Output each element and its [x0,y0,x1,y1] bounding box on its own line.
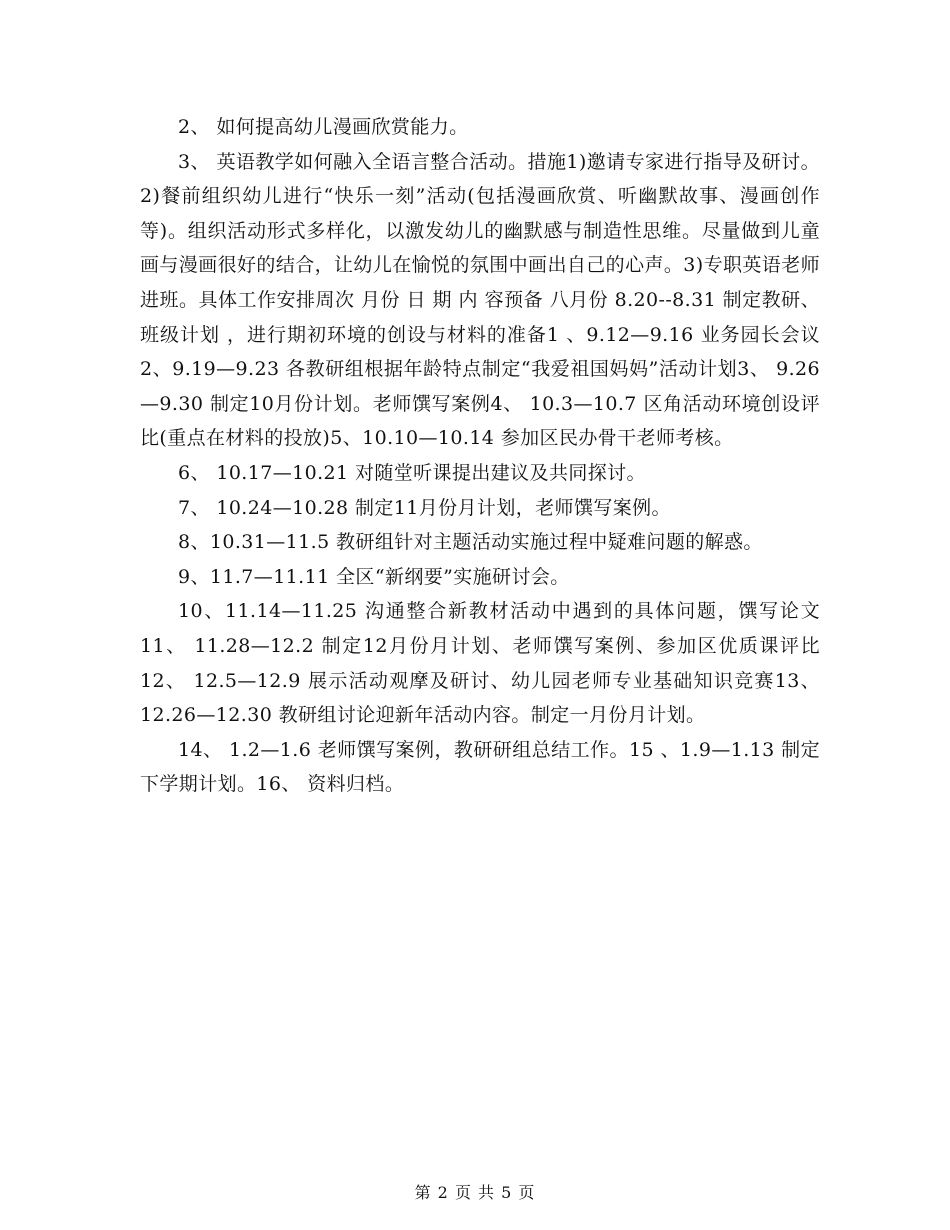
paragraph-item-9: 9、11.7—11.11 全区“新纲要”实施研讨会。 [178,565,570,588]
paragraph-item-7: 7、 10.24—10.28 制定11月份月计划，老师馔写案例。 [178,496,671,519]
document-body [140,110,820,802]
paragraph-item-6: 6、 10.17—10.21 对随堂听课提出建议及共同探讨。 [178,461,646,484]
paragraph-item-2: 2、 如何提高幼儿漫画欣赏能力。 [178,116,469,138]
paragraph-item-14: 14、 1.2—1.6 老师馔写案例，教研研组总结工作。15 、1.9—1.13 制定下学期计划。16、 资料归档。 [140,738,820,796]
paragraph-item-10: 10、11.14—11.25 沟通整合新教材活动中遇到的具体问题，馔写论文11、 11.28—12.2 制定12月份月计划、老师馔写案例、参加区优质课评比12、 12.5—12.9 展示活动观摩及研讨、幼儿园老师专业基础知识竞赛13、12.26—12.30 教研组讨论迎新年活动内容。制定一月份月计划。 [140,600,820,727]
paragraph-item-8: 8、10.31—11.5 教研组针对主题活动实施过程中疑难问题的解惑。 [178,531,763,554]
paragraph-item-3: 3、 英语教学如何融入全语言整合活动。措施1)邀请专家进行指导及研讨。2)餐前组织幼儿进行“快乐一刻”活动(包括漫画欣赏、听幽默故事、漫画创作等)。组织活动形式多样化，以激发幼儿的幽默感与制造性思维。尽量做到儿童画与漫画很好的结合，让幼儿在愉悦的氛围中画出自己的心声。3)专职英语老师进班。具体工作安排周次 月份 日 期 内 容预备 八月份 8.20--8.31 制定教研、班级计划 ，进行期初环境的创设与材料的准备1 、9.12—9.16 业务园长会议2、9.19—9.23 各教研组根据年龄特点制定“我爱祖国妈妈”活动计划3、 9.26—9.30 制定10月份计划。老师馔写案例4、 10.3—10.7 区角活动环境创设评比(重点在材料的投放)5、10.10—10.14 参加区民办骨干老师考核。 [140,150,820,450]
page-number-footer: 第 2 页 共 5 页 [414,1183,536,1202]
